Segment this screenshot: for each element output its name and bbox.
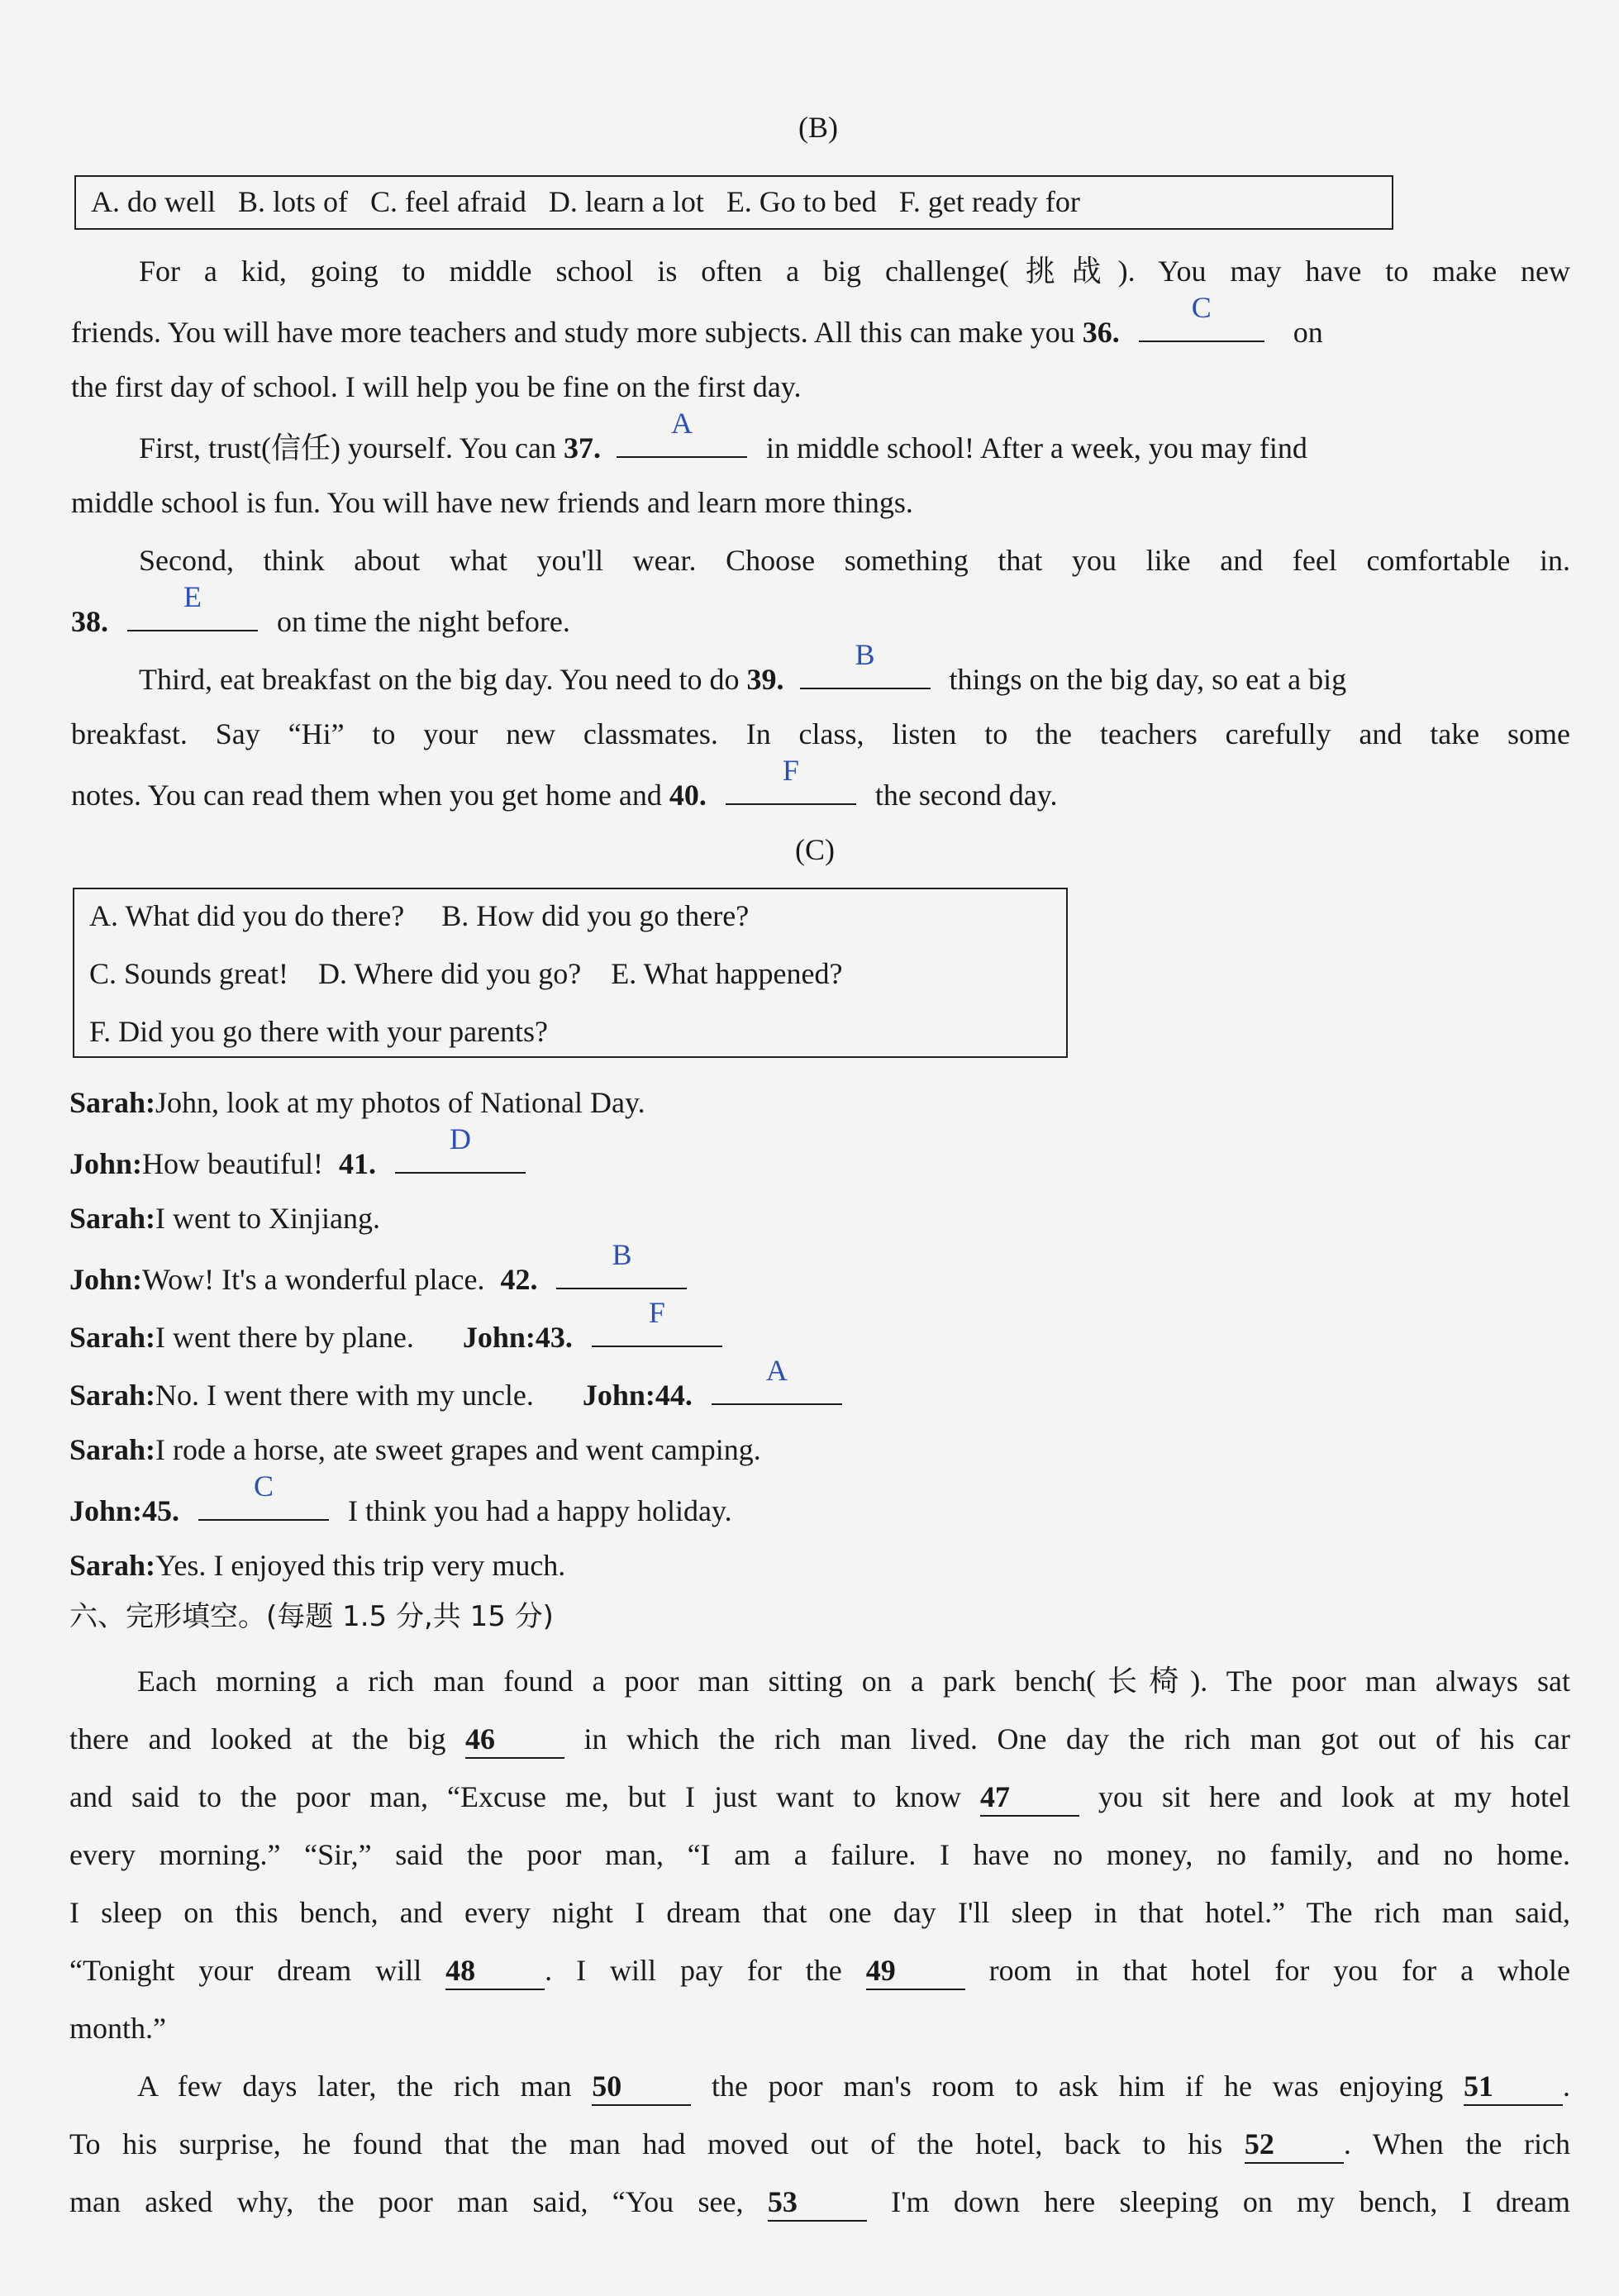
b-p3-line2: 38. E on time the night before. [71,580,570,638]
dialogue-line-5: Sarah:I went there by plane. John:43. F [69,1316,722,1355]
section-b-options: A. do well B. lots of C. feel afraid D. learn a lot E. Go to bed F. get ready for [91,185,1080,218]
answer-blank-41[interactable]: D [395,1142,526,1174]
dialogue-line-3: Sarah:I went to Xinjiang. [69,1202,380,1235]
section-c-options-row1: A. What did you do there? B. How did you go there? [89,899,750,932]
cloze-blank-50[interactable]: 50 [592,2068,691,2106]
cloze-line-5: I sleep on this bench, and every night I dream that one day I'll sleep in that hotel.” The rich man said, [69,1896,1570,1929]
dialogue-line-1: Sarah:John, look at my photos of National Day. [69,1086,645,1119]
section-c-heading: (C) [795,833,835,866]
b-p4-line1: Third, eat breakfast on the big day. You need to do 39. B things on the big day, so eat a big [139,638,1347,696]
answer-blank-43[interactable]: F [592,1316,722,1347]
b-p2-line1: First, trust(信任) yourself. You can 37. A in middle school! After a week, you may find [139,407,1307,464]
cloze-blank-49[interactable]: 49 [866,1952,965,1990]
section-c-options-box [73,888,1068,1058]
dialogue-line-4: John:Wow! It's a wonderful place. 42. B [69,1258,687,1298]
cloze-section-heading: 六、完形填空。(每题 1.5 分,共 15 分) [69,1600,554,1633]
cloze-line-9: To his surprise, he found that the man had moved out of the hotel, back to his 52 . When the rich [69,2126,1570,2164]
answer-blank-39[interactable]: B [800,658,931,689]
b-p4-line2: breakfast. Say “Hi” to your new classmates. In class, listen to the teachers carefully and take some [71,717,1570,750]
b-p1-line1: For a kid, going to middle school is often a big challenge(挑战). You may have to make new [139,255,1570,288]
dialogue-line-7: Sarah:I rode a horse, ate sweet grapes and went camping. [69,1433,761,1466]
answer-blank-38[interactable]: E [127,600,258,631]
cloze-line-8: A few days later, the rich man 50 the poor man's room to ask him if he was enjoying 51 . [137,2068,1570,2106]
b-p4-line3: notes. You can read them when you get home and 40. F the second day. [71,754,1058,812]
b-p2-line2: middle school is fun. You will have new friends and learn more things. [71,486,913,519]
cloze-line-2: there and looked at the big 46 in which the rich man lived. One day the rich man got out of his car [69,1721,1570,1759]
dialogue-line-8: John:45. C I think you had a happy holiday. [69,1470,732,1527]
b-p1-line2: friends. You will have more teachers and study more subjects. All this can make you 36. C on [71,291,1323,349]
cloze-blank-47[interactable]: 47 [980,1779,1079,1817]
cloze-blank-53[interactable]: 53 [768,2184,867,2222]
cloze-line-4: every morning.” “Sir,” said the poor man, “I am a failure. I have no money, no family, and no home. [69,1838,1570,1871]
cloze-line-10: man asked why, the poor man said, “You see, 53 I'm down here sleeping on my bench, I dream [69,2184,1570,2222]
section-c-options-row2: C. Sounds great! D. Where did you go? E. What happened? [89,957,843,990]
answer-blank-45[interactable]: C [198,1489,329,1521]
dialogue-line-2: John:How beautiful! 41. D [69,1142,526,1182]
answer-blank-44[interactable]: A [712,1374,842,1405]
section-c-options-row3: F. Did you go there with your parents? [89,1015,549,1048]
section-b-options-box [74,175,1393,230]
section-b-heading: (B) [798,111,838,144]
answer-blank-37[interactable]: A [617,426,747,458]
dialogue-line-6: Sarah:No. I went there with my uncle. John:44. A [69,1374,842,1413]
cloze-line-3: and said to the poor man, “Excuse me, but I just want to know 47 you sit here and look at my hotel [69,1779,1570,1817]
b-p3-line1: Second, think about what you'll wear. Choose something that you like and feel comfortable in. [139,544,1570,577]
cloze-blank-52[interactable]: 52 [1245,2126,1344,2164]
cloze-line-6: “Tonight your dream will 48 . I will pay for the 49 room in that hotel for you for a whole [69,1952,1570,1990]
answer-blank-40[interactable]: F [726,774,856,805]
cloze-blank-48[interactable]: 48 [445,1952,545,1990]
cloze-line-1: Each morning a rich man found a poor man sitting on a park bench(长椅). The poor man always sat [137,1665,1570,1698]
cloze-line-7: month.” [69,2012,166,2045]
answer-blank-42[interactable]: B [556,1258,687,1289]
answer-blank-36[interactable]: C [1139,311,1264,342]
cloze-blank-51[interactable]: 51 [1464,2068,1563,2106]
cloze-blank-46[interactable]: 46 [465,1721,564,1759]
b-p1-line3: the first day of school. I will help you be fine on the first day. [71,370,802,403]
dialogue-line-9: Sarah:Yes. I enjoyed this trip very much. [69,1549,566,1582]
